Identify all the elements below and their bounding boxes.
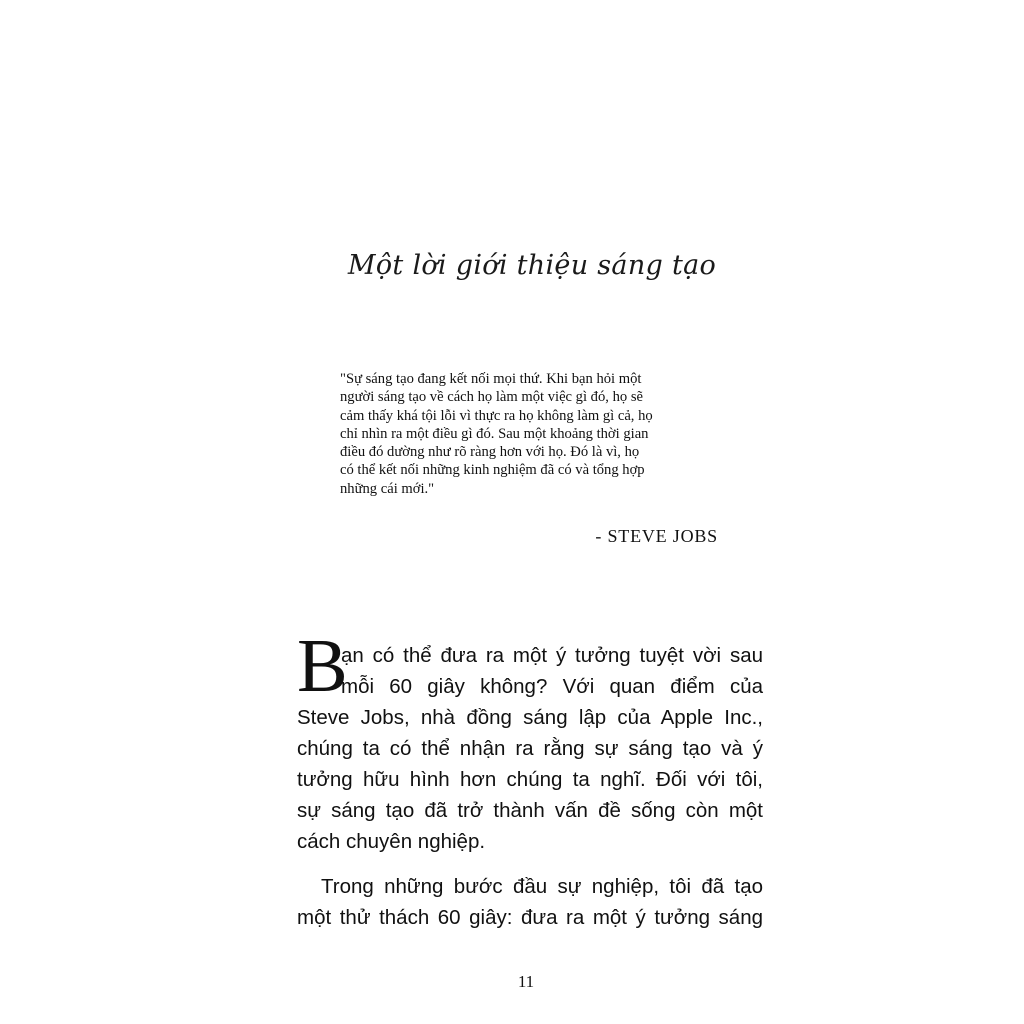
body-line: chúng ta có thể nhận ra rằng sự sáng tạo và ý xyxy=(297,737,763,760)
body-line: ạn có thể đưa ra một ý tưởng tuyệt vời sau xyxy=(341,644,763,667)
epigraph-line: điều đó dường như rõ ràng hơn với họ. Đó là vì, họ xyxy=(340,444,640,461)
epigraph-line: cảm thấy khá tội lỗi vì thực ra họ không làm gì cả, họ xyxy=(340,407,653,424)
body-line: mỗi 60 giây không? Với quan điểm của xyxy=(341,675,763,698)
drop-cap-letter: B xyxy=(297,624,348,708)
body-line: một thử thách 60 giây: đưa ra một ý tưởng sáng xyxy=(297,906,763,929)
body-line: cách chuyên nghiệp. xyxy=(297,830,486,853)
chapter-title: Một lời giới thiệu sáng tạo xyxy=(347,250,717,281)
epigraph-attribution: - STEVE JOBS xyxy=(595,526,718,546)
body-line: Steve Jobs, nhà đồng sáng lập của Apple Inc., xyxy=(297,706,763,729)
epigraph-line: người sáng tạo về cách họ làm một việc gì đó, họ sẽ xyxy=(340,389,643,406)
paragraph-2 xyxy=(297,871,763,933)
body-text xyxy=(297,640,763,933)
epigraph-line: những cái mới." xyxy=(340,480,435,497)
body-line: tưởng hữu hình hơn chúng ta nghĩ. Đối với tôi, xyxy=(297,768,763,791)
body-line: Trong những bước đầu sự nghiệp, tôi đã tạo xyxy=(321,875,763,898)
epigraph-line: "Sự sáng tạo đang kết nối mọi thứ. Khi bạn hỏi một xyxy=(340,371,642,387)
body-line: sự sáng tạo đã trở thành vấn đề sống còn một xyxy=(297,799,763,822)
epigraph-line: có thể kết nối những kinh nghiệm đã có và tổng hợp xyxy=(340,462,645,479)
page-number: 11 xyxy=(517,972,535,991)
paragraph-1 xyxy=(297,640,763,857)
epigraph-quote xyxy=(340,370,722,498)
epigraph-line: chỉ nhìn ra một điều gì đó. Sau một khoảng thời gian xyxy=(340,425,649,442)
